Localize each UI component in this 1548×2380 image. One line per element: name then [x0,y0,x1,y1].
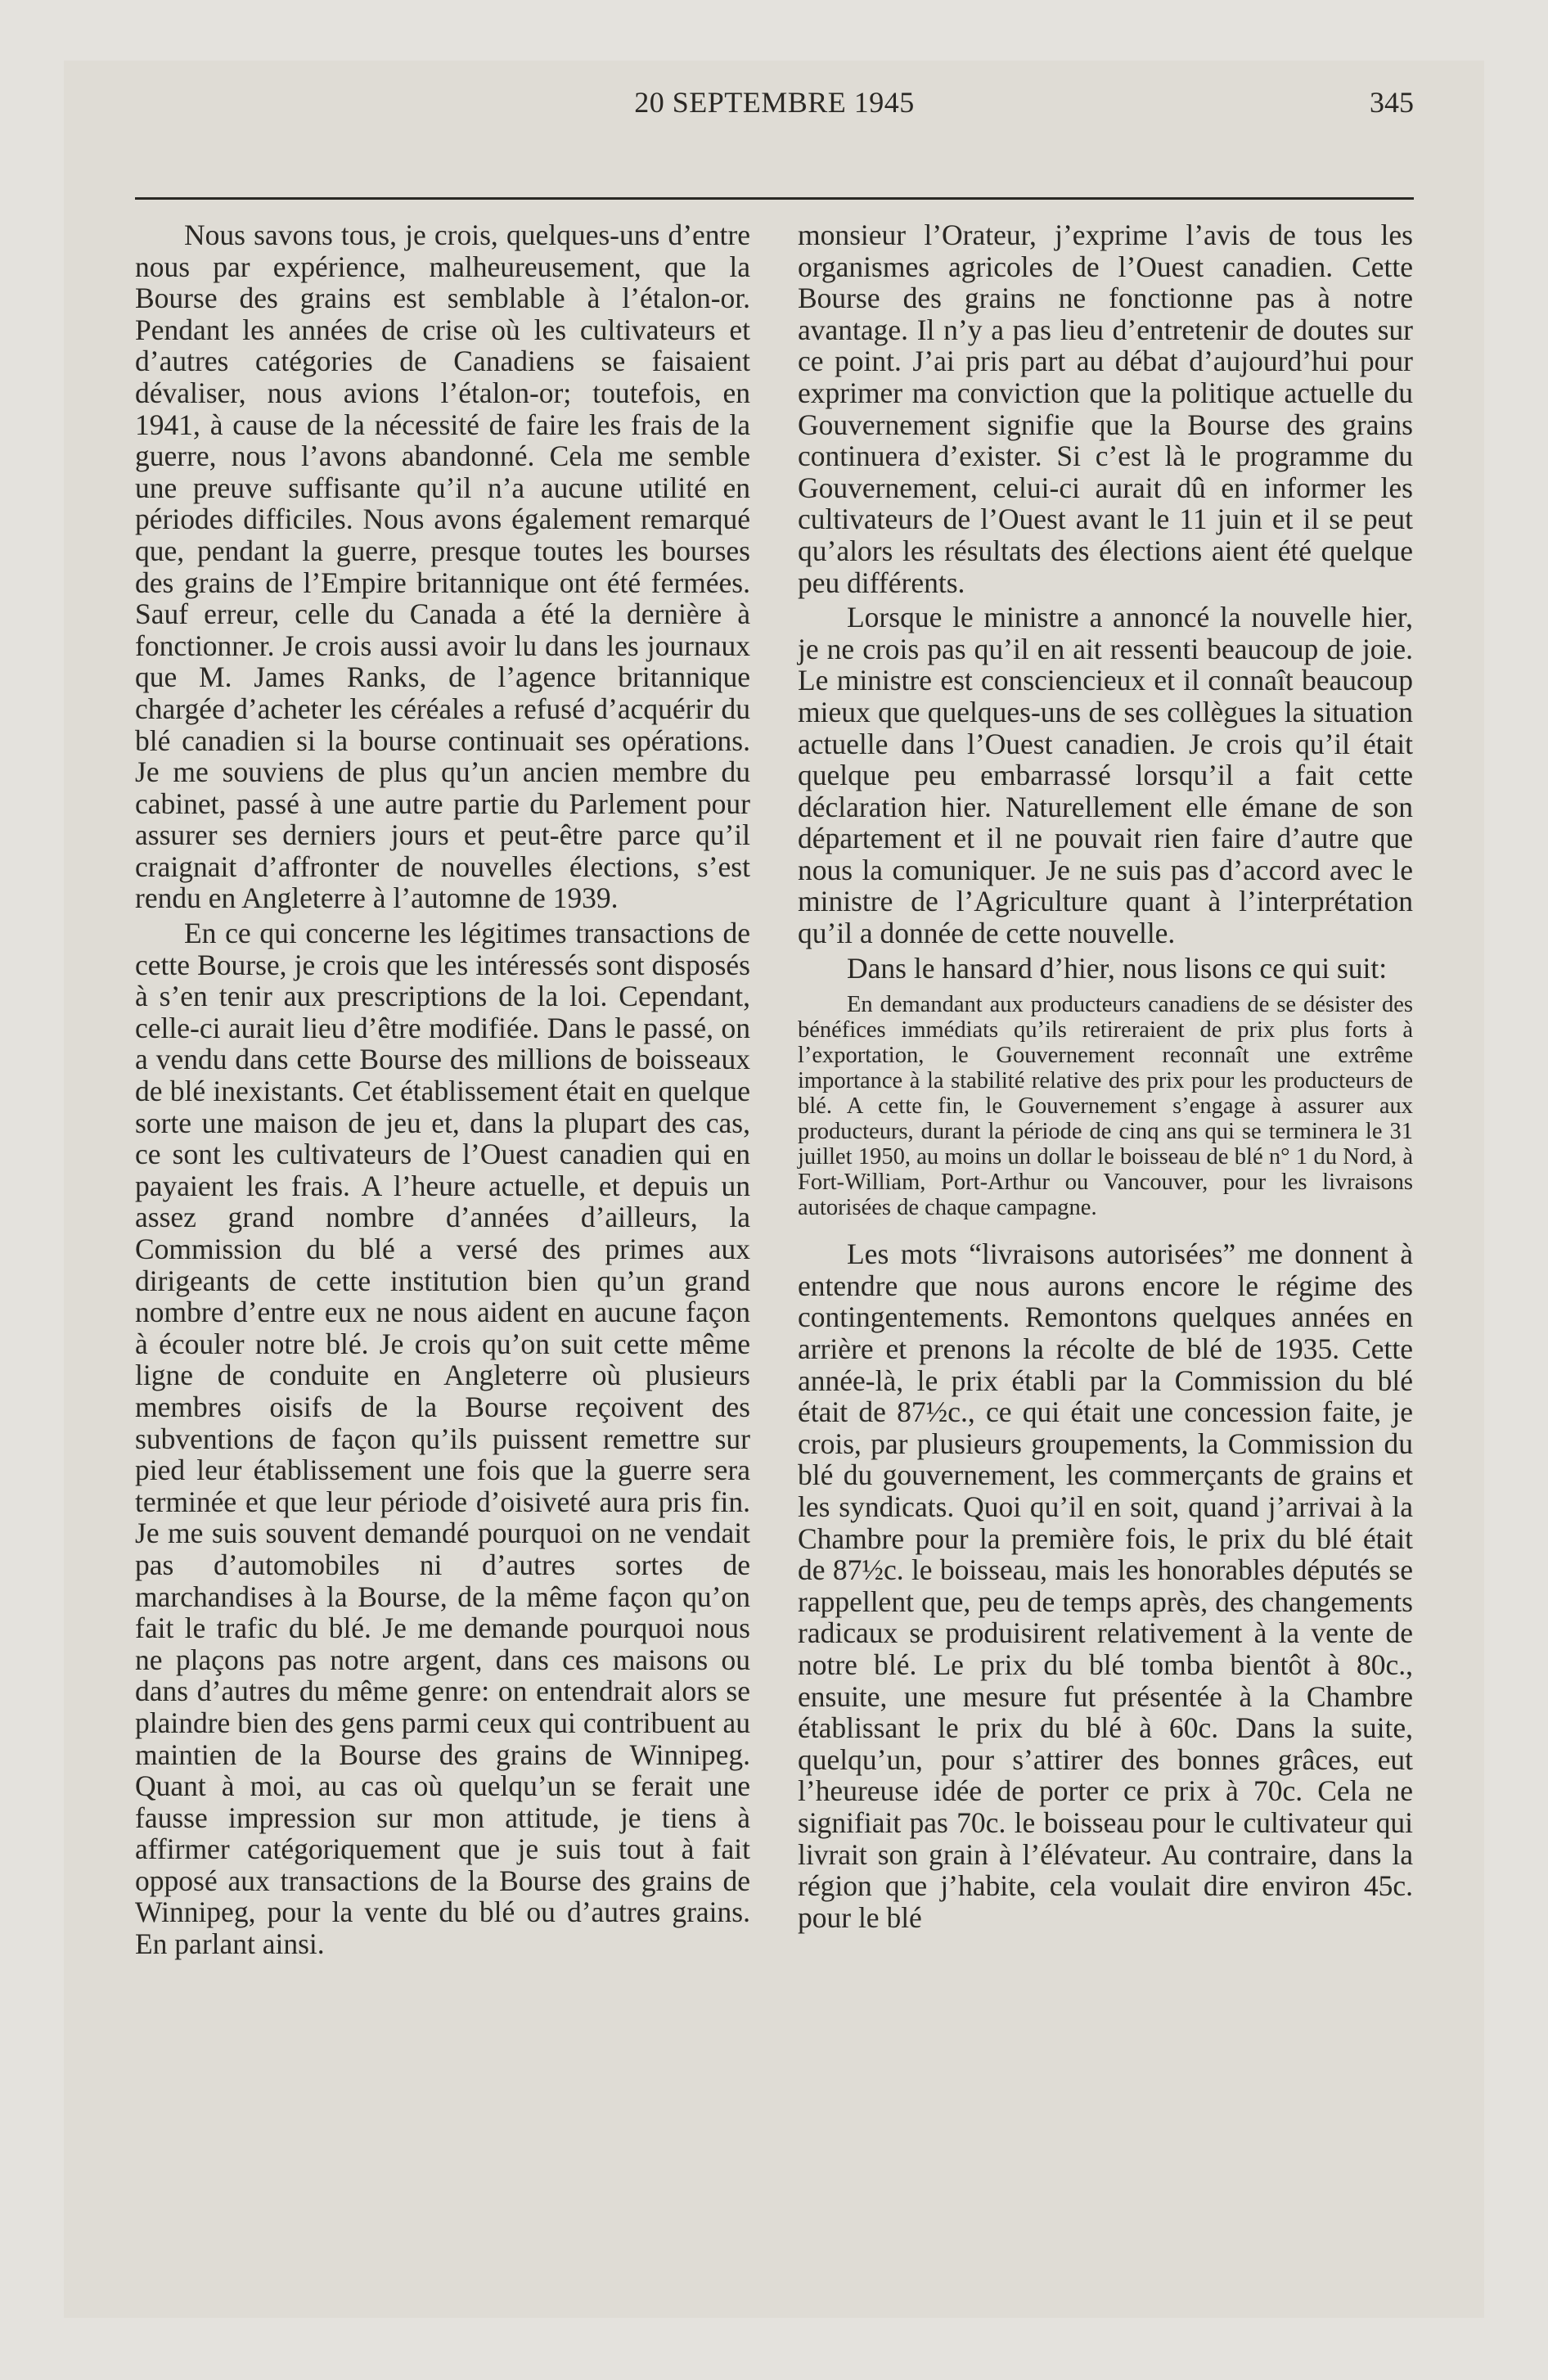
paragraph: Dans le hansard d’hier, nous lisons ce qui suit: [847,951,1388,985]
header-rule [135,197,1414,200]
paragraph-continued: monsieur l’Orateur, j’exprime l’avis de tous les organismes agricoles de l’Ouest canadien. Cette Bourse des grains ne fonctionne pas à notre avantage. Il n’y a pas lieu d’entretenir de doutes sur ce point. J’ai pris part au débat d’aujourd’hui pour exprimer ma conviction que la politique actuelle du Gouvernement signifie que la Bourse des grains continuera d’exister. Si c’est là le programme du Gouvernement, celui-ci aurait dû en informer les cultivateurs de l’Ouest avant le 11 juin et il se peut qu’alors les résultats des élections aient été quelque peu différents. [798,219,1413,599]
page-number: 345 [1370,86,1414,119]
right-column [798,219,1413,1933]
left-column [135,219,750,1960]
paragraph: Lorsque le ministre a annoncé la nouvelle hier, je ne crois pas qu’il en ait ressenti beaucoup de joie. Le ministre est consciencieux et il connaît beaucoup mieux que quelques-uns de ses collègues la situation actuelle dans l’Ouest canadien. Je crois qu’il était quelque peu embarrassé lorsqu’il a fait cette déclaration hier. Naturellement elle émane de son département et il ne pouvait rien faire d’autre que nous la comuniquer. Je ne suis pas d’accord avec le ministre de l’Agriculture quant à l’interprétation qu’il a donnée de cette nouvelle. [798,601,1413,950]
block-quote: En demandant aux producteurs canadiens de se désister des bénéfices immédiats qu’ils retireraient de prix plus forts à l’exportation, le Gouvernement reconnaît une extrême importance à la stabilité relative des prix pour les producteurs de blé. A cette fin, le Gouvernement s’engage à assurer aux producteurs, durant la période de cinq ans qui se terminera le 31 juillet 1950, au moins un dollar le boisseau de blé n° 1 du Nord, à Fort-William, Port-Arthur ou Vancouver, pour les livraisons autorisées de chaque campagne. [798,992,1413,1221]
page-title: 20 SEPTEMBRE 1945 [634,86,915,119]
paragraph: En ce qui concerne les légitimes transactions de cette Bourse, je crois que les intéressés sont disposés à s’en tenir aux prescriptions de la loi. Cependant, celle-ci aurait lieu d’être modifiée. Dans le passé, on a vendu dans cette Bourse des millions de boisseaux de blé inexistants. Cet établissement était en quelque sorte une maison de jeu et, dans la plupart des cas, ce sont les cultivateurs de l’Ouest canadien qui en payaient les frais. A l’heure actuelle, et depuis un assez grand nombre d’années d’ailleurs, la Commission du blé a versé des primes aux dirigeants de cette institution bien qu’un grand nombre d’entre eux ne nous aident en aucune façon à écouler notre blé. Je crois qu’on suit cette même ligne de conduite en Angleterre où plusieurs membres oisifs de la Bourse reçoivent des subventions de façon qu’ils puissent remettre sur pied leur établissement une fois que la guerre sera terminée et que leur période d’oisiveté aura pris fin. Je me suis souvent demandé pourquoi on ne vendait pas d’automobiles ni d’autres sortes de marchandises à la Bourse, de la même façon qu’on fait le trafic du blé. Je me demande pourquoi nous ne plaçons pas notre argent, dans ces maisons ou dans d’autres du même genre: on entendrait alors se plaindre bien des gens parmi ceux qui contribuent au maintien de la Bourse des grains de Winnipeg. Quant à moi, au cas où quelqu’un se ferait une fausse impression sur mon attitude, je tiens à affirmer catégoriquement que je suis tout à fait opposé aux transactions de la Bourse des grains de Winnipeg, pour la vente du blé ou d’autres grains. En parlant ainsi. [135,917,750,1961]
paragraph: Nous savons tous, je crois, quelques-uns d’entre nous par expérience, malheureusement, que la Bourse des grains est semblable à l’étalon-or. Pendant les années de crise où les cultivateurs et d’autres catégories de Canadiens se faisaient dévaliser, nous avions l’étalon-or; toutefois, en 1941, à cause de la nécessité de faire les frais de la guerre, nous l’avons abandonné. Cela me semble une preuve suffisante qu’il n’a aucune utilité en périodes difficiles. Nous avons également remarqué que, pendant la guerre, presque toutes les bourses des grains de l’Empire britannique ont été fermées. Sauf erreur, celle du Canada a été la dernière à fonctionner. Je crois aussi avoir lu dans les journaux que M. James Ranks, de l’agence britannique chargée d’acheter les céréales a refusé d’acquérir du blé canadien si la bourse continuait ses opérations. Je me souviens de plus qu’un ancien membre du cabinet, passé à une autre partie du Parlement pour assurer ses derniers jours et peut-être parce qu’il craignait d’affronter de nouvelles élections, s’est rendu en Angleterre à l’automne de 1939. [135,219,750,915]
page-header [135,85,1414,126]
paragraph: Les mots “livraisons autorisées” me donnent à entendre que nous aurons encore le régime des contingentements. Remontons quelques années en arrière et prenons la récolte de blé de 1935. Cette année-là, le prix établi par la Commission du blé était de 87½c., ce qui était une concession faite, je crois, par plusieurs groupements, la Commission du blé du gouvernement, les commerçants de grains et les syndicats. Quoi qu’il en soit, quand j’arrivai à la Chambre pour la première fois, le prix du blé était de 87½c. le boisseau, mais les honorables députés se rappellent que, peu de temps après, des changements radicaux se produisirent relativement à la vente de notre blé. Le prix du blé tomba bientôt à 80c., ensuite, une mesure fut présentée à la Chambre établissant le prix du blé à 60c. Dans la suite, quelqu’un, pour s’attirer des bonnes grâces, eut l’heureuse idée de porter ce prix à 70c. Cela ne signifiait pas 70c. le boisseau pour le cultivateur qui livrait son grain à l’élévateur. Au contraire, dans la région que j’habite, cela voulait dire environ 45c. pour le blé [798,1237,1413,1934]
